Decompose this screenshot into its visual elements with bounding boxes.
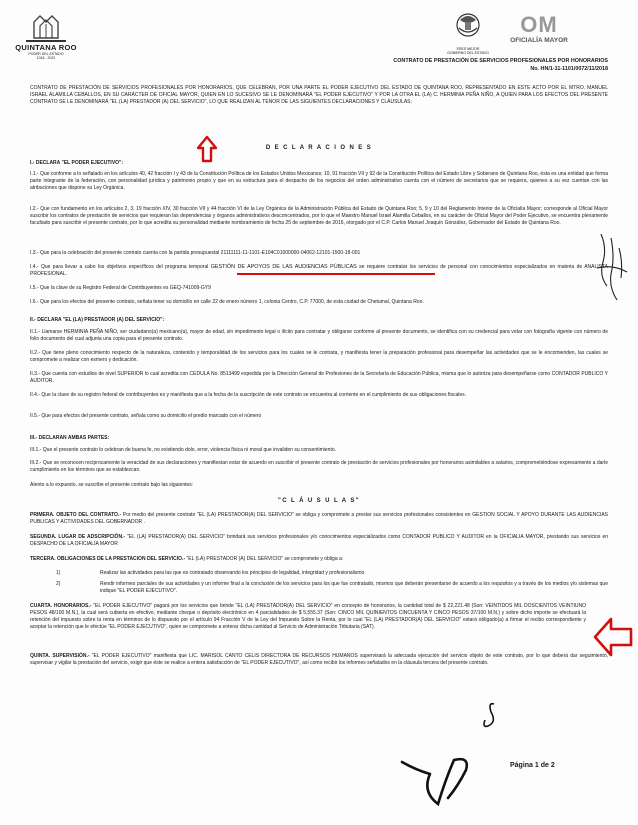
declaration-2-2: II.2.- Que tiene pleno conocimiento respecto de la naturaleza, contenido y temporalidad de los servicios para los cuales se le contrata, y manifiesta tener la preparación profesional para desempeñar las actividades que se le encomienden, las cuales se compromete a realizar con esmero y dedicación. — [30, 350, 608, 363]
clause-1-label: PRIMERA. OBJETO DEL CONTRATO.- — [30, 512, 121, 518]
clause-2 — [30, 534, 608, 548]
highlighted-program-name: GESTIÓN DE APOYOS DE LAS AUDIENCIAS PÚBLICAS — [210, 264, 357, 270]
intro-paragraph: CONTRATO DE PRESTACIÓN DE SERVICIOS PROFESIONALES POR HONORARIOS, QUE CELEBRAN, POR UNA PARTE EL PODER EJECUTIVO DEL ESTADO DE QUINTANA ROO, REPRESENTADO EN ESTE ACTO POR EL MTRO. MANUEL ISRAEL ALAMILLA CEBALLOS, EN SU CARÁCTER DE OFICIAL MAYOR, QUIEN EN LO SUCESIVO SE LE DENOMINARÁ "EL PODER EJECUTIVO" Y POR LA OTRA EL (LA) C. HERMINIA PEÑA NIÑO, A QUIEN PARA LOS EFECTOS DEL PRESENTE CONTRATO SE LE DENOMINARÁ "EL (LA) PRESTADOR (A) DEL SERVICIO", LO QUE REALIZAN AL TENOR DE LAS SIGUIENTES DECLARACIONES Y CLÁUSULAS: — [30, 85, 608, 105]
declaration-2-4: II.4.- Que la clave de su registro federal de contribuyentes es y manifiesta que a la fecha de la suscripción de este contrato se encuentra al corriente en el cumplimiento de sus obligaciones fiscales. — [30, 392, 467, 398]
declaration-3-1: III.1.- Que el presente contrato lo celebran de buena fe, no existiendo dolo, error, violencia física ni moral que invaliden su consentimiento. — [30, 447, 337, 453]
gov-logo-sub2: GOBIERNO DEL ESTADO — [447, 51, 489, 55]
clause-3-item-2-number: 2) — [56, 581, 61, 587]
signature-icon — [396, 700, 526, 810]
declaration-3-2: III.2.- Que se reconocen recíprocamente la veracidad de sus declaraciones y manifiestan estar de acuerdo en suscribir el presente contrato de prestación de servicios profesionales por honorarios asimilables a salarios, comprometiéndose expresamente a darle cumplimiento en los términos que se establezcan. — [30, 460, 608, 473]
declaration-1-4 — [30, 264, 608, 278]
clause-3-item-1-number: 1) — [56, 570, 61, 576]
declaration-2-5: II.5.- Que para efectos del presente contrato, señala como su domicilio el predio marcado con el número — [30, 413, 262, 419]
clause-3 — [30, 556, 608, 563]
margin-signature-icon — [593, 228, 633, 308]
contract-number: No. HN/1-11-1101/0072/11/2018 — [530, 66, 608, 72]
clause-4 — [30, 603, 586, 631]
qr-logo-name: QUINTANA ROO — [15, 43, 77, 52]
declaraciones-heading: D E C L A R A C I O N E S — [265, 145, 373, 151]
quintana-roo-logo — [14, 12, 78, 60]
qr-logo-sub2: 1016 - 2022 — [36, 56, 56, 60]
clause-5 — [30, 653, 608, 667]
government-logo — [442, 12, 494, 55]
declaration-1-5: I.5.- Que la clave de su Registro Federal de Contribuyentes es GEQ-741009-GY9 — [30, 285, 211, 291]
gov-logo-sub1: ERES MEJOR — [456, 47, 480, 51]
om-logo-mark: OM — [520, 12, 558, 37]
oficialia-mayor-logo — [505, 14, 573, 44]
clause-3-text: "EL (LA) PRESTADOR (A) DEL SERVICIO" se compromete y obliga a: — [186, 556, 344, 562]
clausulas-heading: "C L Á U S U L A S" — [278, 498, 360, 504]
qr-logo-sub1: PODER DEL ESTADO — [28, 52, 64, 56]
shield-icon — [451, 12, 485, 42]
section-1-title: I.- DECLARA "EL PODER EJECUTIVO": — [30, 160, 124, 166]
declaration-1-4-pre: I.4.- Que para llevar a cabo los objetivos específicos del programa temporal — [30, 264, 209, 270]
clause-2-text: "EL (LA) PRESTADOR(A) DEL SERVICIO" brindará sus servicios profesionales y/o conocimientos especializados como CONTADOR PUBLICO Y AUDITOR en la OFICIALIA MAYOR, prestando sus servicios en DESPACHO DE LA OFICIALÍA MAYOR — [30, 534, 608, 547]
clause-2-label: SEGUNDA. LUGAR DE ADSCRIPCIÓN.- — [30, 534, 126, 540]
contract-title: CONTRATO DE PRESTACIÓN DE SERVICIOS PROFESIONALES POR HONORARIOS — [393, 58, 608, 64]
declaration-1-1: I.1.- Que conforme a lo señalado en los artículos 40, 42 fracción I y 43 de la Constitución Política de los Estados Unidos Mexicanos; 10, 91 fracción VII y 92 de la Constitución Política del Estado Libre y Soberano de Quintana Roo, ésta es una entidad que forma parte integrante de la federación, con personalidad jurídica y patrimonio propio y que en su estructura para el despacho de los negocios del orden administrativo cuenta con el número de secretarios que se requiera, quienes a su vez cuentan con las atribuciones que dispone su Ley Orgánica. — [30, 171, 608, 191]
clause-1 — [30, 512, 608, 526]
page-number: Página 1 de 2 — [510, 762, 555, 769]
om-logo-label: OFICIALÍA MAYOR — [510, 37, 568, 44]
declaration-1-4-post: se requiere contratar los servicios de personal con conocimientos especializados en materia de ANALISTA PROFESIONAL. — [30, 264, 609, 277]
declaration-2-1: II.1.- Llamarse HERMINIA PEÑA NIÑO, ser ciudadano(a) mexicano(a), mayor de edad, sin impedimento legal o ilícito para contratar y obligarse conforme al presente documento, se identifica con su credencial para votar con fotografía vigente con número de folio documento del cual adjunta una copia para el presente contrato. — [30, 329, 608, 342]
declaration-1-3: I.3.- Que para la celebración del presente contrato cuenta con la partida presupuestal 21111111-11-1101-E104C01000000-04062-12101-1500-18-001 — [30, 250, 361, 256]
red-underline — [237, 273, 435, 275]
clause-4-text: "EL PODER EJECUTIVO" pagará por los servicios que brinde "EL (LA) PRESTADOR(A) DEL SERVICIO" en concepto de honorarios, la cantidad total de $ 22,221.48 (Son: VEINTIDOS MIL DOSCIENTOS VEINTIUNO PESOS 48/100 M.N.), la cual será cubierta en efectivo, mediante cheque o depósito electrónico en 4 parcialidades de $ 5,555.37 (Son: CINCO MIL QUINIENTOS CINCUENTA Y CINCO PESOS 37/100 M.N.) y sobre dicho importe se efectuará la retención del impuesto sobre la renta en términos de lo dispuesto por el artículo 94 Fracción V de la Ley del Impuesto Sobre la Renta, por lo cual "EL (LA) PRESTADOR(A) DEL SERVICIO" estará obligado(a) a firmar el recibo correspondiente y aceptar la retención que le efectúe "EL PODER EJECUTIVO", quien se compromete a enterar dicha cantidad al Servicio de Administración Tributaria (SAT). — [30, 603, 587, 630]
clause-1-text: Por medio del presente contrato "EL (LA) PRESTADOR(A) DEL SERVICIO" se obliga y compromete a prestar sus servicios profesionales consistentes en GESTION SOCIAL Y APOYO DURANTE LAS AUDIENCIAS PUBLICAS Y ACTIVIDADES DEL GOBERNADOR . — [30, 512, 608, 525]
clause-4-label: CUARTA. HONORARIOS.- — [30, 603, 92, 609]
clause-3-item-2: Rendir informes parciales de sus actividades y un informe final a la conclusión de los servicios para los que fue contratado, mismos que deberán presentarse de acuerdo a los requisitos y a través de los medios y/o sistemas que indique "EL PODER EJECUTIVO". — [100, 581, 608, 594]
section-2-title: II.- DECLARA "EL (LA) PRESTADOR (A) DEL SERVICIO": — [30, 317, 165, 323]
closing-statement: Atento a lo expuesto, se suscribe el presente contrato bajo las siguientes: — [30, 482, 194, 488]
declaration-1-6: I.6.- Que para los efectos del presente contrato, señala tener su domicilio en calle 22 de enero número 1, colonia Centro, C.P. 77000, de esta ciudad de Chetumal, Quintana Roo. — [30, 299, 424, 305]
clause-5-text: "EL PODER EJECUTIVO" manifiesta que LIC. MARISOL CANTO CELIS DIRECTORA DE RECURSOS HUMANOS supervisará la adecuada ejecución del servicio objeto de este contrato, por lo que deberá dar seguimiento, supervisar y vigilar la prestación del servicio, exigir que éste se realice a entera satisfacción de "EL PODER EJECUTIVO", así como recibir los informes señalados en la cláusula tercera del presente contrato. — [30, 653, 608, 666]
declaration-1-2: I.2.- Que con fundamento en los artículos 2, 3, 19 fracción XIV, 30 fracción VII y 44 fracción VI de la Ley Orgánica de la Administración Pública del Estado de Quintana Roo; 5, 9 y 10 del Reglamento Interior de la Oficialía Mayor; corresponde al Oficial Mayor suscribir los contratos de prestación de servicios que requieran las dependencias y órganos administrativos desconcentrados, por lo que el Maestro Manuel Israel Alamilla Ceballos, en su carácter de Oficial Mayor del Poder Ejecutivo, se encuentra plenamente facultado para suscribir el presente contrato, por lo que acredita su personalidad mediante nombramiento de fecha 25 de septiembre de 2016, otorgado por el C.P. Carlos Manuel Joaquín González, Gobernador del Estado de Quintana Roo. — [30, 206, 608, 226]
clause-3-item-1: Realizar las actividades para las que es contratado observando los principios de legalidad, integridad y profesionalismo. — [100, 570, 366, 576]
clause-3-label: TERCERA. OBLIGACIONES DE LA PRESTACION DEL SERVICIO.- — [30, 556, 186, 562]
section-3-title: III.- DECLARAN AMBAS PARTES: — [30, 435, 110, 441]
declaration-2-3: II.3.- Que cuenta con estudios de nivel SUPERIOR lo cual acredita con CEDULA No. 8513499 expedida por la Dirección General de Profesiones de la Secretaría de Educación Pública, misma que lo autoriza para desempeñarse como CONTADOR PUBLICO Y AUDITOR. — [30, 371, 608, 384]
clause-5-label: QUINTA. SUPERVISIÓN.- — [30, 653, 90, 659]
